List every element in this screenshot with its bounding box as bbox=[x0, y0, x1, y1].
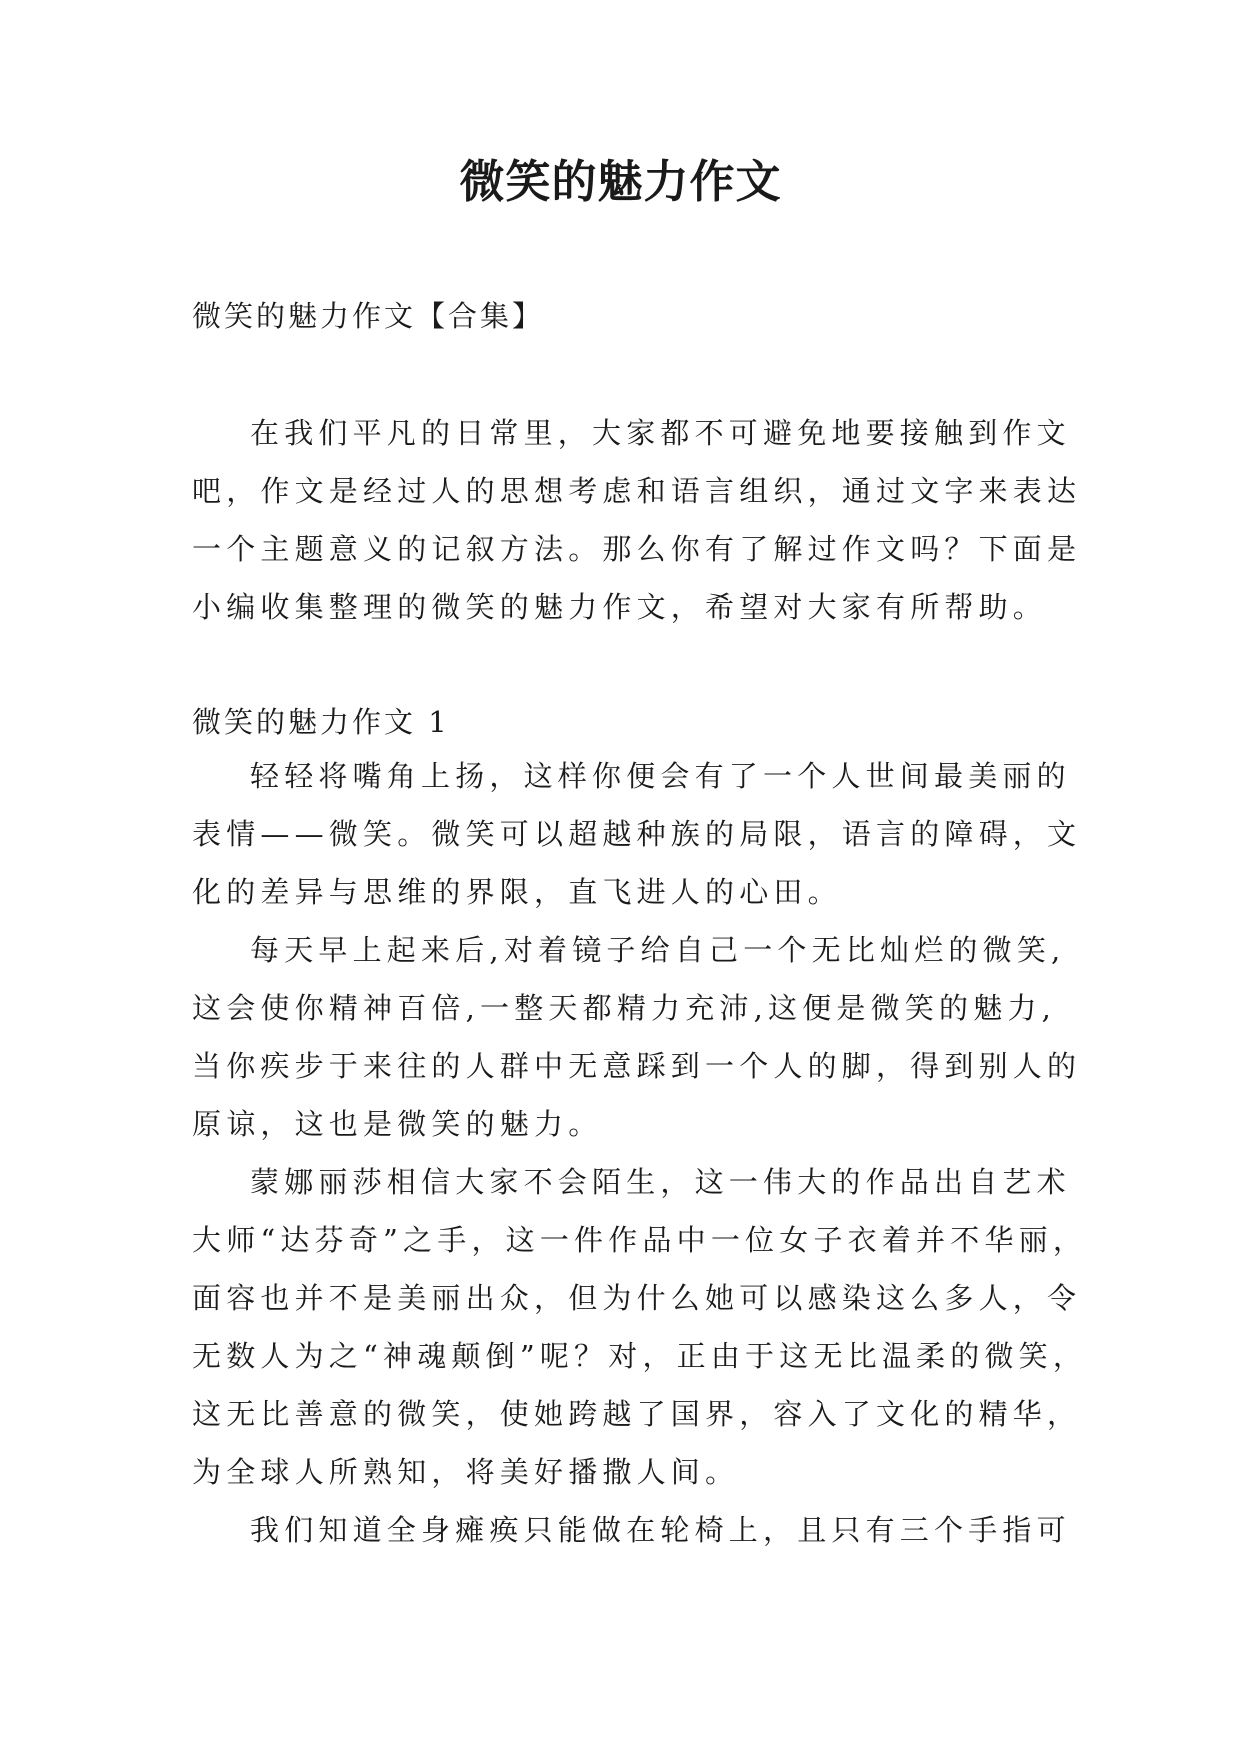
paragraph-line: 在我们平凡的日常里，大家都不可避免地要接触到作文 bbox=[250, 416, 1071, 450]
body-paragraph bbox=[192, 1153, 1088, 1501]
paragraph-line: 蒙娜丽莎相信大家不会陌生，这一伟大的作品出自艺术 bbox=[250, 1165, 1071, 1199]
paragraph-line: 化的差异与思维的界限，直飞进人的心田。 bbox=[192, 875, 842, 909]
paragraph-line: 一个主题意义的记叙方法。那么你有了解过作文吗？下面是 bbox=[192, 532, 1082, 566]
paragraph-line: 为全球人所熟知，将美好播撒人间。 bbox=[192, 1455, 740, 1489]
body-paragraph bbox=[192, 921, 1082, 1153]
paragraph-line: 我们知道全身瘫痪只能做在轮椅上，且只有三个手指可 bbox=[250, 1513, 1071, 1547]
paragraph-line: 当你疾步于来往的人群中无意踩到一个人的脚，得到别人的 bbox=[192, 1049, 1082, 1083]
paragraph-line: 面容也并不是美丽出众，但为什么她可以感染这么多人，令 bbox=[192, 1281, 1082, 1315]
body-paragraph bbox=[192, 747, 1082, 921]
intro-paragraph bbox=[192, 404, 1082, 636]
paragraph-line: 这无比善意的微笑，使她跨越了国界，容入了文化的精华， bbox=[192, 1397, 1082, 1431]
body-paragraph bbox=[192, 1501, 1071, 1559]
document-subtitle: 微笑的魅力作文【合集】 bbox=[192, 299, 545, 333]
paragraph-line: 表情——微笑。微笑可以超越种族的局限，语言的障碍，文 bbox=[192, 817, 1082, 851]
paragraph-line: 每天早上起来后,对着镜子给自己一个无比灿烂的微笑, bbox=[250, 933, 1066, 967]
section-heading: 微笑的魅力作文 1 bbox=[192, 705, 450, 739]
paragraph-line: 无数人为之“神魂颠倒”呢？对，正由于这无比温柔的微笑， bbox=[192, 1339, 1088, 1373]
paragraph-line: 这会使你精神百倍,一整天都精力充沛,这便是微笑的魅力, bbox=[192, 991, 1057, 1025]
paragraph-line: 大师“达芬奇”之手，这一件作品中一位女子衣着并不华丽， bbox=[192, 1223, 1088, 1257]
paragraph-line: 轻轻将嘴角上扬，这样你便会有了一个人世间最美丽的 bbox=[250, 759, 1071, 793]
document-title: 微笑的魅力作文 bbox=[459, 155, 782, 208]
paragraph-line: 原谅，这也是微笑的魅力。 bbox=[192, 1107, 603, 1141]
paragraph-line: 吧，作文是经过人的思想考虑和语言组织，通过文字来表达 bbox=[192, 474, 1082, 508]
paragraph-line: 小编收集整理的微笑的魅力作文，希望对大家有所帮助。 bbox=[192, 590, 1048, 624]
